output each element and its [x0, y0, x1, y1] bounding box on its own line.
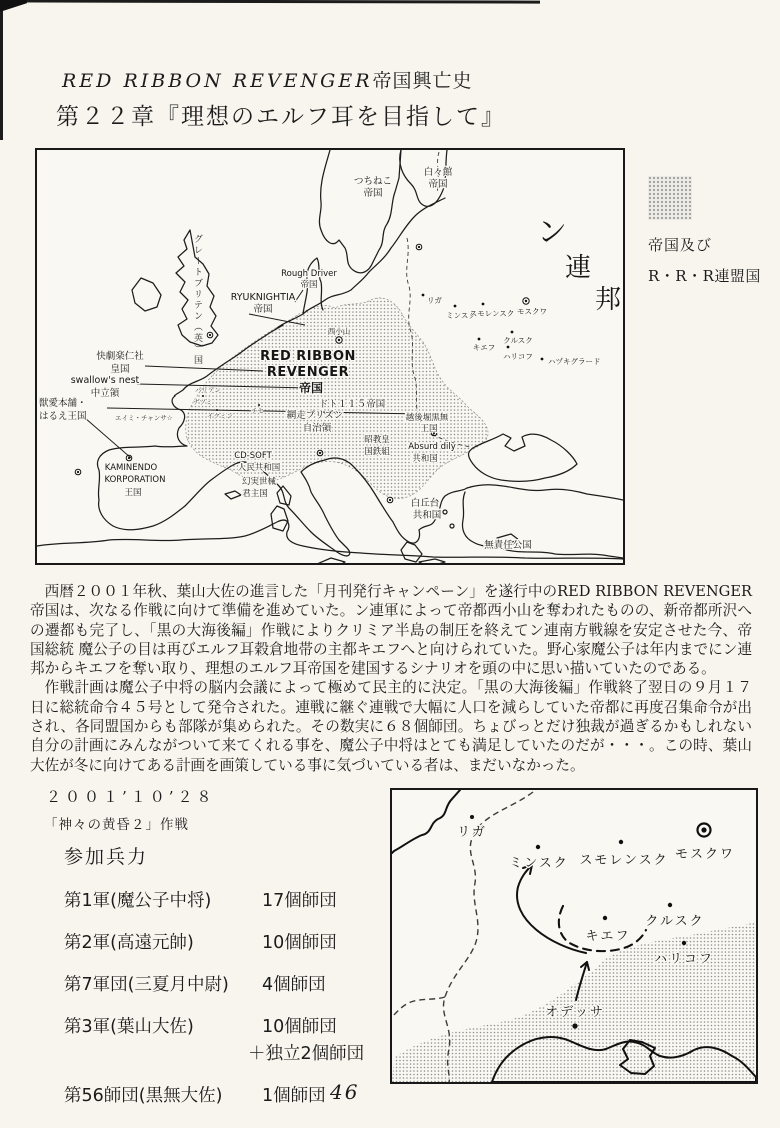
label-tsuchineko-1: つちねこ: [353, 176, 393, 187]
mm-dot-odessa: [572, 1023, 577, 1028]
force-strength: [248, 1013, 365, 1065]
city-dot-minsk: [454, 305, 457, 308]
label-n-federation-1: ン: [537, 215, 567, 250]
force-strength: 10個師団: [262, 933, 337, 953]
border-west-spur: [392, 997, 445, 1017]
legend-text-2: R・R・R連盟国: [648, 267, 761, 285]
label-n-federation-3: 邦: [595, 285, 622, 315]
mm-dot-kharkov: [682, 941, 686, 945]
label-harue-1: 獣愛本舗・: [39, 398, 87, 409]
label-doto: ドト１１５帝国: [318, 399, 386, 410]
capital-marker-portugal: [75, 469, 81, 475]
mm-dot-kiev: [603, 916, 607, 920]
city-label-kursk: クルスク: [503, 336, 533, 345]
force-unit: 第3軍(葉山大佐): [64, 1017, 194, 1037]
label-cd-soft-1: CD-SOFT: [234, 451, 272, 461]
mm-dot-smolensk: [619, 840, 623, 844]
city-label-minsk: ミンスク: [446, 311, 476, 320]
city-label-hazukigrad: ハヅキグラード: [548, 357, 601, 366]
mm-label-odessa: オデッサ: [545, 1005, 605, 1020]
city-dot-hazukigrad: [541, 358, 544, 361]
operation-map: [392, 790, 756, 1082]
label-n-federation-2: 連: [565, 253, 592, 283]
label-kaigeki-1: 快劇楽仁社: [96, 351, 144, 362]
harue-callout-diagonal: [85, 418, 131, 458]
force-unit: 第56師団(黒無大佐): [64, 1086, 223, 1106]
series-title-japanese: 帝国興亡史: [372, 70, 473, 92]
coast-ireland: [132, 278, 161, 311]
legend-halftone-swatch: [648, 176, 692, 220]
operation-date: ２００１’１０’２８: [46, 788, 216, 806]
label-genjitsu-2: 君主国: [242, 489, 268, 499]
baltic-coast: [392, 790, 460, 853]
label-swallows-nest-2: 中立領: [90, 388, 120, 399]
mm-capital-moscow: [698, 824, 711, 837]
city-dot-kharkov: [507, 346, 510, 349]
force-strength: 1個師団: [262, 1086, 326, 1106]
scan-artifact-corner: [0, 0, 27, 12]
force-row: [64, 1082, 364, 1107]
legend-text-1: 帝国及び: [648, 236, 713, 254]
scan-artifact-left: [0, 0, 3, 140]
force-unit: 第1軍(魔公子中将): [64, 891, 212, 911]
scan-artifact-top: [0, 0, 540, 4]
city-label-smolensk: スモレンスク: [469, 309, 515, 318]
arrow-to-minsk: [517, 865, 586, 953]
city-dot-riga: [422, 294, 425, 297]
map-labels: [39, 166, 621, 551]
label-genjitsu-1: 幻実世械: [241, 477, 277, 487]
label-red-ribbon-2: REVENGER: [266, 365, 350, 380]
europe-map-frame: [35, 148, 625, 565]
mm-label-minsk: ミンスク: [509, 856, 569, 871]
label-tsuchineko-2: 帝国: [363, 188, 383, 199]
mm-dot-kursk: [668, 903, 672, 907]
coast-balearics: [225, 491, 241, 499]
label-kaminendo-2: KORPORATION: [104, 475, 166, 485]
story-paragraph-2: 作戦計画は魔公子中将の脳内会議によって極めて民主的に決定。「黒の大海後編」作戦終了翌日の９月１７日に総統命令４５号として発令された。連戦に継ぐ連戦で大幅に人口を減らしていた帝都に再度召集命令が出され、各同盟国からも部隊が集められた。その数実に６８個師団。ちょびっとだけ独裁が過ぎるかもしれない自分の計画にみんながついて来てくれる事を、魔公子中将はとても満足していたのだが・・・。この時、葉山大佐が冬に向けてある計画を画策している事に気づいている者は、まだいなかった。: [30, 679, 752, 774]
aegean-island: [443, 510, 447, 514]
town-dot: [216, 409, 218, 411]
force-strength-main: 10個師団: [262, 1017, 337, 1037]
label-shokyoko-2: 国鉄組: [364, 447, 390, 457]
city-dot-kiev: [478, 338, 481, 341]
capital-marker-sweden: [416, 244, 422, 250]
label-rough-driver-2: 帝国: [300, 280, 318, 290]
force-row: [64, 971, 364, 996]
label-great-britain: グレートブリテン（英）国: [192, 234, 202, 366]
mm-label-kharkov: ハリコフ: [654, 952, 714, 967]
order-of-battle: [64, 842, 364, 1124]
town-label-parian: パリアン: [195, 386, 221, 394]
coast-scandinavia: [319, 150, 401, 273]
force-unit: 第2軍(高遠元帥): [64, 933, 194, 953]
city-dot-smolensk: [482, 303, 485, 306]
label-kaigeki-2: 皇国: [110, 364, 130, 375]
forces-heading: 参加兵力: [64, 846, 149, 868]
label-shirashirakan-2: 帝国: [428, 179, 448, 190]
label-irresponsible: 無責任公国: [484, 540, 532, 551]
mm-label-kiev: キエフ: [585, 929, 631, 944]
mm-dot-minsk: [536, 845, 540, 849]
mm-label-riga: リガ: [457, 825, 487, 840]
label-shirashirakan-1: 白々館: [423, 167, 453, 178]
city-label-nishikoyama: 西小山: [327, 327, 351, 336]
capital-marker-moscow: [523, 298, 529, 304]
operation-map-frame: [390, 788, 758, 1084]
coast-turkey-north: [467, 485, 623, 500]
coast-crete: [419, 559, 445, 563]
label-ryuknightia-1: RYUKNIGHTIA: [230, 292, 296, 303]
label-ryuknightia-2: 帝国: [253, 304, 273, 315]
label-shirakyudai-1: 白丘台: [410, 498, 440, 509]
force-strength: 17個師団: [262, 891, 337, 911]
coast-sardinia: [271, 506, 288, 531]
force-strength: 4個師団: [262, 975, 326, 995]
label-kaminendo-3: 王国: [124, 488, 142, 498]
label-shokyoko-1: 昭教皇: [364, 435, 390, 445]
city-label-moscow: モスクワ: [517, 307, 547, 316]
series-title: [62, 66, 473, 93]
map-legend: [648, 176, 768, 286]
label-swallows-nest-1: swallow's nest: [70, 375, 140, 386]
force-strength-extra: ＋独立2個師団: [248, 1044, 365, 1064]
operation-name: 「神々の黄昏２」作戦: [44, 817, 189, 833]
force-row: [64, 1013, 364, 1065]
story-text: [30, 582, 752, 775]
mm-label-moscow: モスクワ: [674, 847, 736, 862]
europe-map: [37, 150, 623, 563]
mm-dot-riga: [470, 815, 474, 819]
aegean-island: [450, 524, 454, 528]
label-cd-soft-2: 人民共和国: [237, 463, 281, 473]
town-dot: [258, 404, 260, 406]
town-dot: [202, 395, 204, 397]
mm-label-kursk: クルスク: [645, 914, 705, 929]
rough-driver-callout: [295, 290, 303, 302]
label-harue-2: はるえ王国: [39, 411, 87, 422]
town-label-chise: チセ: [251, 407, 264, 415]
town-label-ikumin: イクミン: [207, 412, 233, 420]
city-label-kharkov: ハリコフ: [503, 352, 533, 361]
force-row: [64, 887, 364, 912]
page-number: 46: [330, 1080, 360, 1104]
coast-sicily: [317, 558, 345, 563]
force-unit: 第7軍団(三夏月中尉): [64, 975, 229, 995]
label-absurd-1: Absurd dily: [408, 442, 456, 452]
chapter-title: 第２２章『理想のエルフ耳を目指して』: [56, 104, 506, 130]
label-abashiri-2: 自治領: [302, 423, 332, 434]
city-label-kiev: キエフ: [472, 343, 496, 352]
force-row: [64, 929, 364, 954]
coast-peloponnese: [401, 542, 422, 562]
story-paragraph-1: 西暦２００１年秋、葉山大佐の進言した「月刊発行キャンペーン」を遂行中のRED RIBBON REVENGER帝国は、次なる作戦に向けて準備を進めていた。ン連軍によって帝都西小山を奪われたものの、新帝都所沢への遷都も完了し、「黒の大海後編」作戦によりクリミア半島の制圧を終えてン連南方戦線を安定させた今、帝国総統 魔公子の目は再びエルフ耳穀倉地帯の主都キエフへと向けられていた。野心家魔公子は年内までにン連邦からキエフを奪い取り、理想のエルフ耳帝国を建国するシナリオを頭の中に思い描いていたのである。: [30, 583, 752, 678]
attack-arrows: [517, 865, 589, 1000]
label-red-ribbon-1: RED RIBBON: [260, 349, 356, 364]
label-rough-driver-1: Rough Driver: [281, 269, 337, 279]
label-echigo-2: 王国: [420, 424, 438, 434]
capital-marker-london: [207, 332, 213, 338]
label-absurd-2: 共和国: [412, 454, 438, 464]
label-abashiri-1: 網走プリズン: [286, 410, 344, 421]
town-label-amy-chansa: エイミ・チャンサ☆: [115, 414, 173, 422]
mm-label-smolensk: スモレンスク: [579, 853, 669, 868]
capital-marker-shirakyudai: [387, 497, 393, 503]
label-echigo-1: 越後堀黒無: [405, 413, 449, 423]
city-label-riga: リガ: [427, 296, 442, 305]
label-red-ribbon-3: 帝国: [298, 381, 324, 395]
series-title-english: RED RIBBON REVENGER: [62, 70, 373, 92]
label-kaminendo-1: KAMINENDO: [104, 463, 158, 473]
city-dot-kursk: [511, 331, 514, 334]
label-shirakyudai-2: 共和国: [412, 510, 442, 521]
town-label-natsumi: ナツミ: [193, 398, 213, 406]
